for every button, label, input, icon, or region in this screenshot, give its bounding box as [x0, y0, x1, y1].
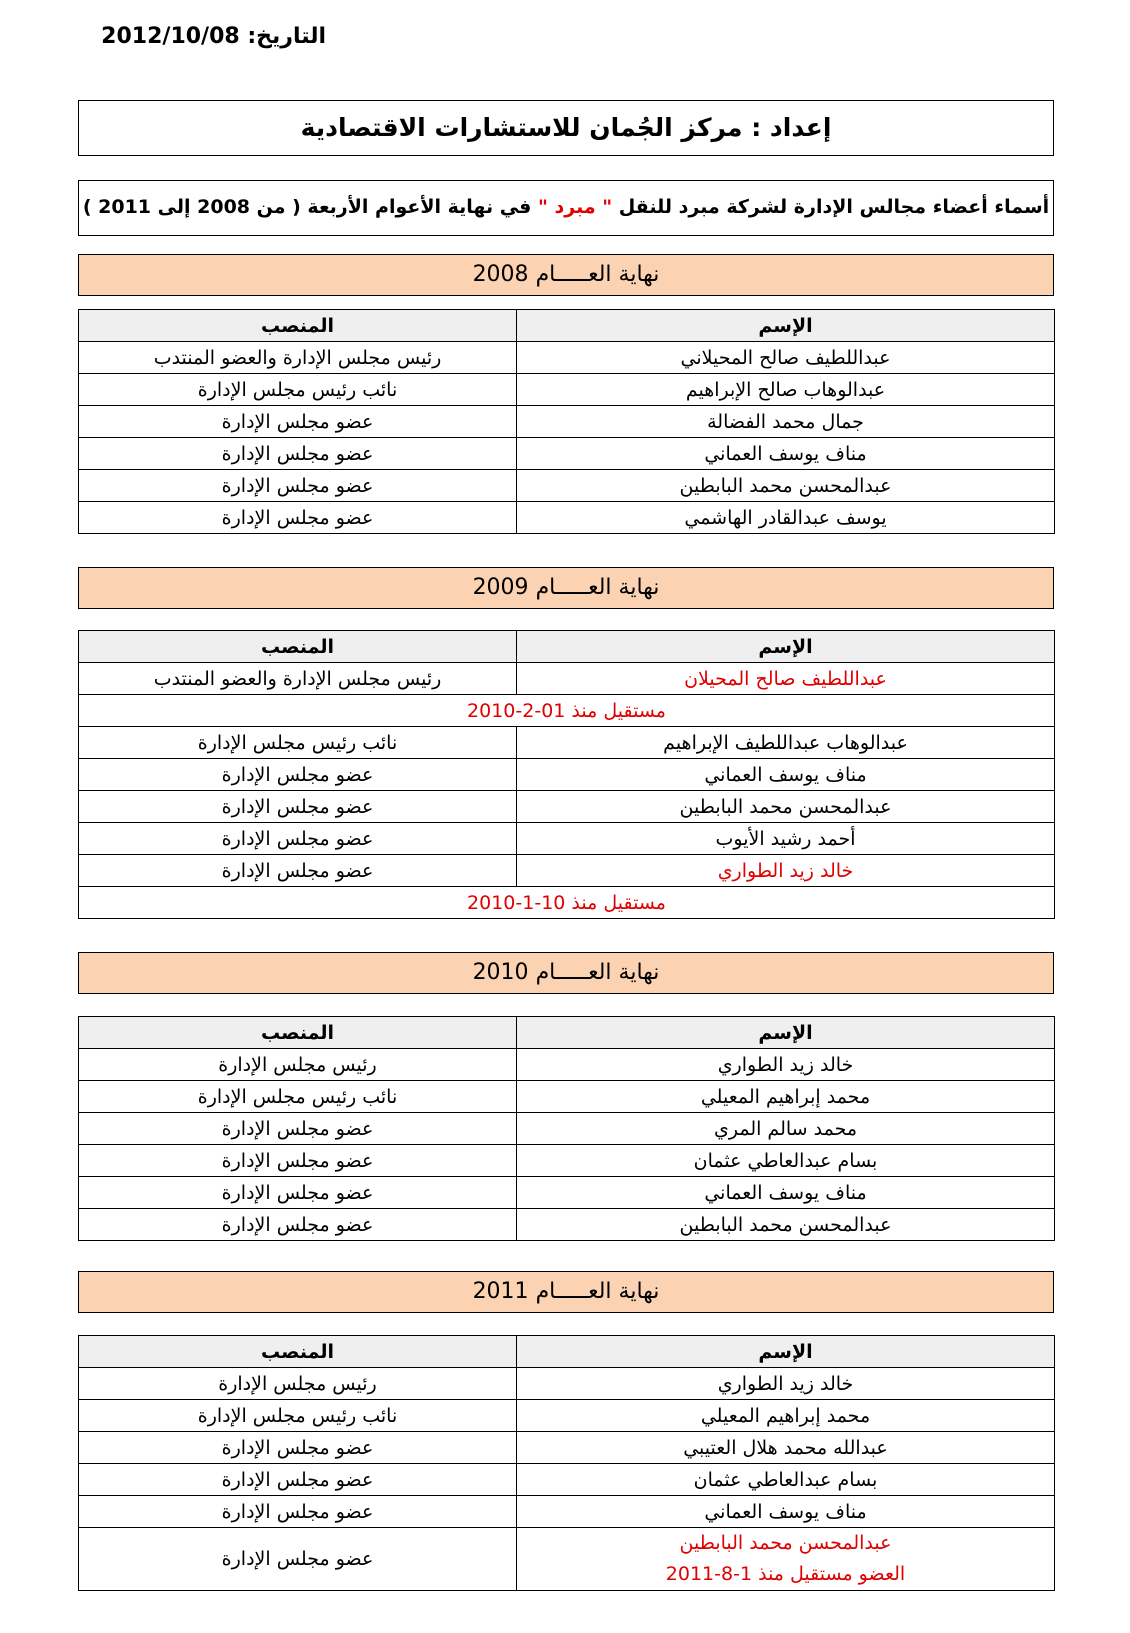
table-header-row [79, 631, 1055, 663]
table-row [79, 1368, 1055, 1400]
member-name: عبداللطيف صالح المحيلان [517, 663, 1055, 695]
table-header-row [79, 1017, 1055, 1049]
member-position: عضو مجلس الإدارة [79, 791, 517, 823]
table-row [79, 791, 1055, 823]
member-name: أحمد رشيد الأيوب [517, 823, 1055, 855]
member-name: عبدالمحسن محمد البابطين [679, 1532, 892, 1554]
member-position: عضو مجلس الإدارة [79, 470, 517, 502]
date-value: 2012/10/08 [101, 24, 240, 49]
table-row [79, 470, 1055, 502]
column-header-position: المنصب [79, 1336, 517, 1368]
table-row [79, 1528, 1055, 1591]
date-label: التاريخ: [247, 24, 326, 49]
column-header-name: الإسم [517, 631, 1055, 663]
table-row [79, 1113, 1055, 1145]
table-row [79, 438, 1055, 470]
table-row [79, 502, 1055, 534]
table-row [79, 855, 1055, 887]
table-row [79, 1049, 1055, 1081]
member-position: عضو مجلس الإدارة [79, 823, 517, 855]
column-header-position: المنصب [79, 631, 517, 663]
member-position: عضو مجلس الإدارة [79, 1432, 517, 1464]
member-position: عضو مجلس الإدارة [79, 1528, 517, 1591]
table-header-row [79, 1336, 1055, 1368]
member-name: مناف يوسف العماني [517, 1177, 1055, 1209]
member-name: مناف يوسف العماني [517, 1496, 1055, 1528]
year-label: نهاية العـــــام [535, 575, 660, 600]
member-position: عضو مجلس الإدارة [79, 855, 517, 887]
table-row [79, 663, 1055, 695]
table-row [79, 1432, 1055, 1464]
member-name: بسام عبدالعاطي عثمان [517, 1464, 1055, 1496]
table-row [79, 374, 1055, 406]
member-name: عبدالمحسن محمد البابطين [517, 791, 1055, 823]
year-heading-2008 [78, 254, 1054, 296]
table-row [79, 823, 1055, 855]
member-position: عضو مجلس الإدارة [79, 1496, 517, 1528]
year-value: 2010 [472, 960, 529, 985]
table-header-row [79, 310, 1055, 342]
column-header-name: الإسم [517, 1017, 1055, 1049]
member-name: جمال محمد الفضالة [517, 406, 1055, 438]
table-row [79, 406, 1055, 438]
member-position: عضو مجلس الإدارة [79, 406, 517, 438]
member-position: رئيس مجلس الإدارة والعضو المنتدب [79, 663, 517, 695]
column-header-position: المنصب [79, 310, 517, 342]
year-heading-2011 [78, 1271, 1054, 1313]
resignation-note: مستقيل منذ 01-2-2010 [79, 695, 1055, 727]
board-table-2008 [78, 309, 1055, 534]
year-heading-2009 [78, 567, 1054, 609]
member-position: نائب رئيس مجلس الإدارة [79, 1081, 517, 1113]
member-name: محمد إبراهيم المعيلي [517, 1081, 1055, 1113]
table-row [79, 342, 1055, 374]
member-position: عضو مجلس الإدارة [79, 502, 517, 534]
member-name: عبدالمحسن محمد البابطين [517, 470, 1055, 502]
member-name: خالد زيد الطواري [517, 1368, 1055, 1400]
board-table-2011 [78, 1335, 1055, 1591]
table-row [79, 1177, 1055, 1209]
table-row [79, 1209, 1055, 1241]
subtitle-part2: في نهاية الأعوام الأربعة ( من 2008 إلى 2011 ) [82, 196, 538, 218]
member-name: محمد إبراهيم المعيلي [517, 1400, 1055, 1432]
document-subtitle [78, 180, 1054, 236]
member-name: عبدالمحسن محمد البابطين [517, 1209, 1055, 1241]
resignation-note: العضو مستقيل منذ 1-8-2011 [665, 1563, 906, 1585]
table-row [79, 727, 1055, 759]
member-position: نائب رئيس مجلس الإدارة [79, 374, 517, 406]
column-header-name: الإسم [517, 310, 1055, 342]
member-position: رئيس مجلس الإدارة [79, 1049, 517, 1081]
member-position: نائب رئيس مجلس الإدارة [79, 1400, 517, 1432]
table-row [79, 1496, 1055, 1528]
prepared-by-box: إعداد : مركز الجُمان للاستشارات الاقتصادية [78, 100, 1054, 156]
member-position: نائب رئيس مجلس الإدارة [79, 727, 517, 759]
year-value: 2011 [472, 1279, 529, 1304]
column-header-name: الإسم [517, 1336, 1055, 1368]
report-date [6, 22, 326, 52]
table-row [79, 759, 1055, 791]
member-position: عضو مجلس الإدارة [79, 759, 517, 791]
member-name: عبدالوهاب صالح الإبراهيم [517, 374, 1055, 406]
member-position: رئيس مجلس الإدارة والعضو المنتدب [79, 342, 517, 374]
member-position: عضو مجلس الإدارة [79, 1113, 517, 1145]
member-name: مناف يوسف العماني [517, 759, 1055, 791]
resignation-note-row [79, 887, 1055, 919]
member-name: عبداللطيف صالح المحيلاني [517, 342, 1055, 374]
member-name-with-note [517, 1528, 1055, 1591]
member-name: محمد سالم المري [517, 1113, 1055, 1145]
member-name: عبدالله محمد هلال العتيبي [517, 1432, 1055, 1464]
member-name: عبدالوهاب عبداللطيف الإبراهيم [517, 727, 1055, 759]
table-row [79, 1145, 1055, 1177]
member-name: بسام عبدالعاطي عثمان [517, 1145, 1055, 1177]
member-position: عضو مجلس الإدارة [79, 1464, 517, 1496]
subtitle-company-quoted: " مبرد " [537, 196, 613, 218]
column-header-position: المنصب [79, 1017, 517, 1049]
year-label: نهاية العـــــام [535, 960, 660, 985]
member-name: مناف يوسف العماني [517, 438, 1055, 470]
resignation-note-row [79, 695, 1055, 727]
table-row [79, 1400, 1055, 1432]
member-name: خالد زيد الطواري [517, 855, 1055, 887]
year-label: نهاية العـــــام [535, 262, 660, 287]
table-row [79, 1081, 1055, 1113]
table-row [79, 1464, 1055, 1496]
member-position: عضو مجلس الإدارة [79, 1209, 517, 1241]
board-table-2009 [78, 630, 1055, 919]
member-name: خالد زيد الطواري [517, 1049, 1055, 1081]
subtitle-part1: أسماء أعضاء مجالس الإدارة لشركة مبرد للنقل [612, 196, 1050, 218]
year-value: 2009 [472, 575, 529, 600]
resignation-note: مستقيل منذ 10-1-2010 [79, 887, 1055, 919]
member-name: يوسف عبدالقادر الهاشمي [517, 502, 1055, 534]
member-position: عضو مجلس الإدارة [79, 1177, 517, 1209]
year-value: 2008 [472, 262, 529, 287]
member-position: عضو مجلس الإدارة [79, 1145, 517, 1177]
member-position: عضو مجلس الإدارة [79, 438, 517, 470]
member-position: رئيس مجلس الإدارة [79, 1368, 517, 1400]
year-heading-2010 [78, 952, 1054, 994]
board-table-2010 [78, 1016, 1055, 1241]
year-label: نهاية العـــــام [535, 1279, 660, 1304]
